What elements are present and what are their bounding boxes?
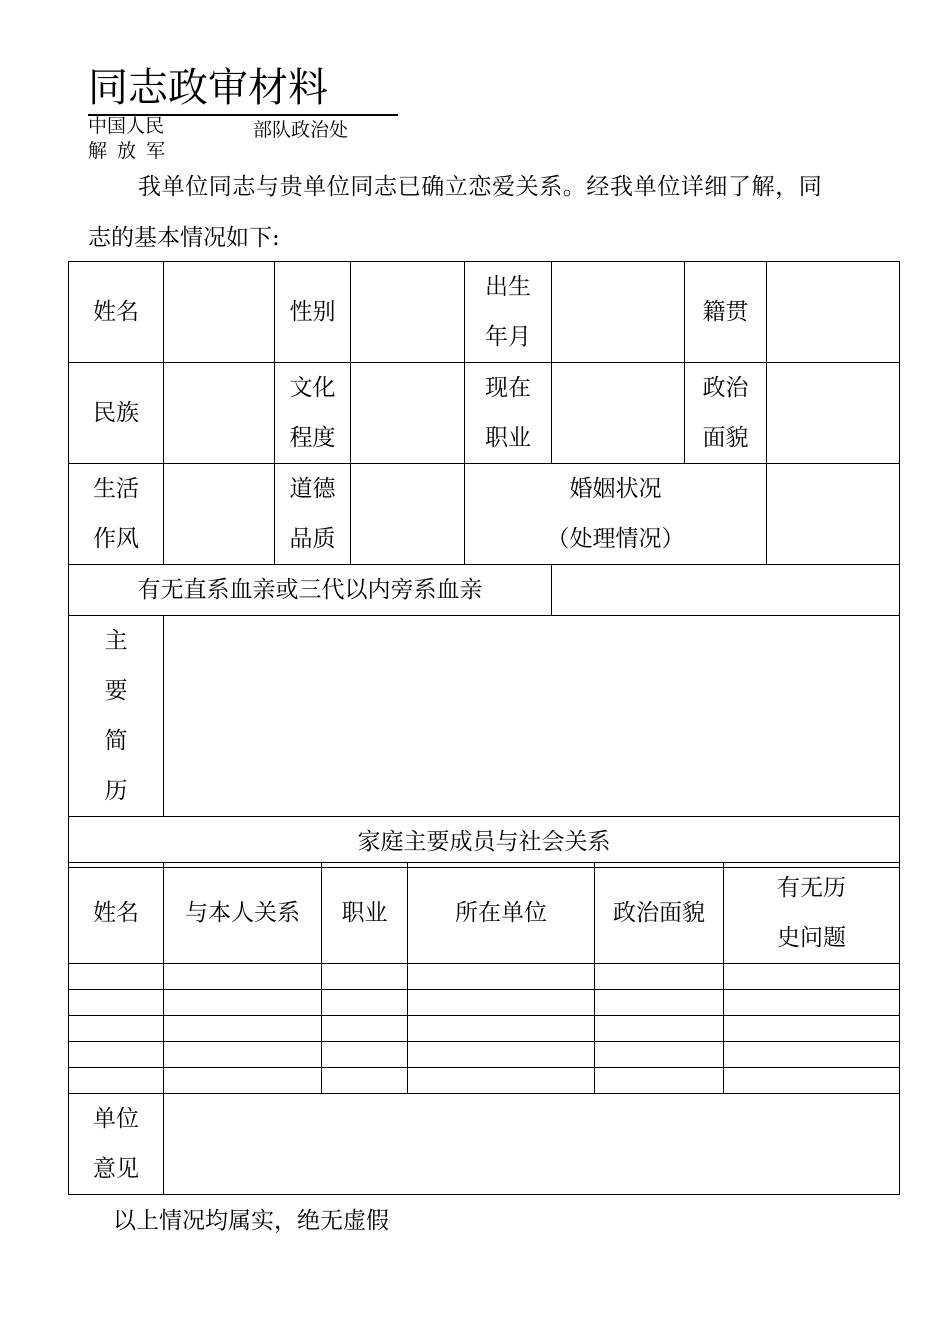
family-header-name: 姓名: [69, 863, 164, 964]
family-header-workplace: 所在单位: [408, 863, 595, 964]
label-unit-opinion: 单位 意见: [69, 1094, 164, 1195]
label-resume: 主 要 简 历: [69, 616, 164, 817]
label-morality: 道德 品质: [275, 464, 351, 565]
page-title: 同志政审材料: [88, 62, 398, 116]
label-lifestyle: 生活 作风: [69, 464, 164, 565]
field-politics[interactable]: [767, 363, 900, 464]
label-politics: 政治 面貌: [685, 363, 767, 464]
field-education[interactable]: [351, 363, 465, 464]
table-row: [69, 990, 900, 1016]
field-name[interactable]: [164, 262, 275, 363]
field-unit-opinion[interactable]: [164, 1094, 900, 1195]
field-marriage[interactable]: [767, 464, 900, 565]
table-row: [69, 1068, 900, 1094]
label-family-title: 家庭主要成员与社会关系: [69, 817, 900, 868]
table-row: [69, 1042, 900, 1068]
table-row: [69, 964, 900, 990]
field-gender[interactable]: [351, 262, 465, 363]
label-birth: 出生 年月: [465, 262, 552, 363]
label-relatives: 有无直系血亲或三代以内旁系血亲: [69, 565, 552, 616]
org-line1: 中国人民: [88, 115, 165, 137]
field-morality[interactable]: [351, 464, 465, 565]
label-marriage: 婚姻状况 （处理情况）: [465, 464, 767, 565]
field-birth[interactable]: [552, 262, 685, 363]
family-header-politics: 政治面貌: [595, 863, 724, 964]
label-native: 籍贯: [685, 262, 767, 363]
label-current-job: 现在 职业: [465, 363, 552, 464]
footer-statement: 以上情况均属实，绝无虚假: [113, 1208, 389, 1234]
family-header-relation: 与本人关系: [164, 863, 322, 964]
field-lifestyle[interactable]: [164, 464, 275, 565]
field-resume[interactable]: [164, 616, 900, 817]
org-line2: 解 放 军: [88, 140, 168, 162]
table-row: [69, 1016, 900, 1042]
basic-info-table: [68, 261, 900, 868]
label-education: 文化 程度: [275, 363, 351, 464]
field-current-job[interactable]: [552, 363, 685, 464]
label-name: 姓名: [69, 262, 164, 363]
field-ethnic[interactable]: [164, 363, 275, 464]
dept-name: 部队政治处: [253, 119, 349, 141]
label-gender: 性别: [275, 262, 351, 363]
field-native[interactable]: [767, 262, 900, 363]
label-ethnic: 民族: [69, 363, 164, 464]
family-table: [68, 862, 900, 1195]
field-relatives[interactable]: [552, 565, 900, 616]
intro-line1: 我单位同志与贵单位同志已确立恋爱关系。经我单位详细了解，同: [138, 174, 823, 200]
intro-line2: 志的基本情况如下:: [88, 225, 280, 251]
family-header-job: 职业: [322, 863, 408, 964]
family-header-history: 有无历 史问题: [724, 863, 900, 964]
